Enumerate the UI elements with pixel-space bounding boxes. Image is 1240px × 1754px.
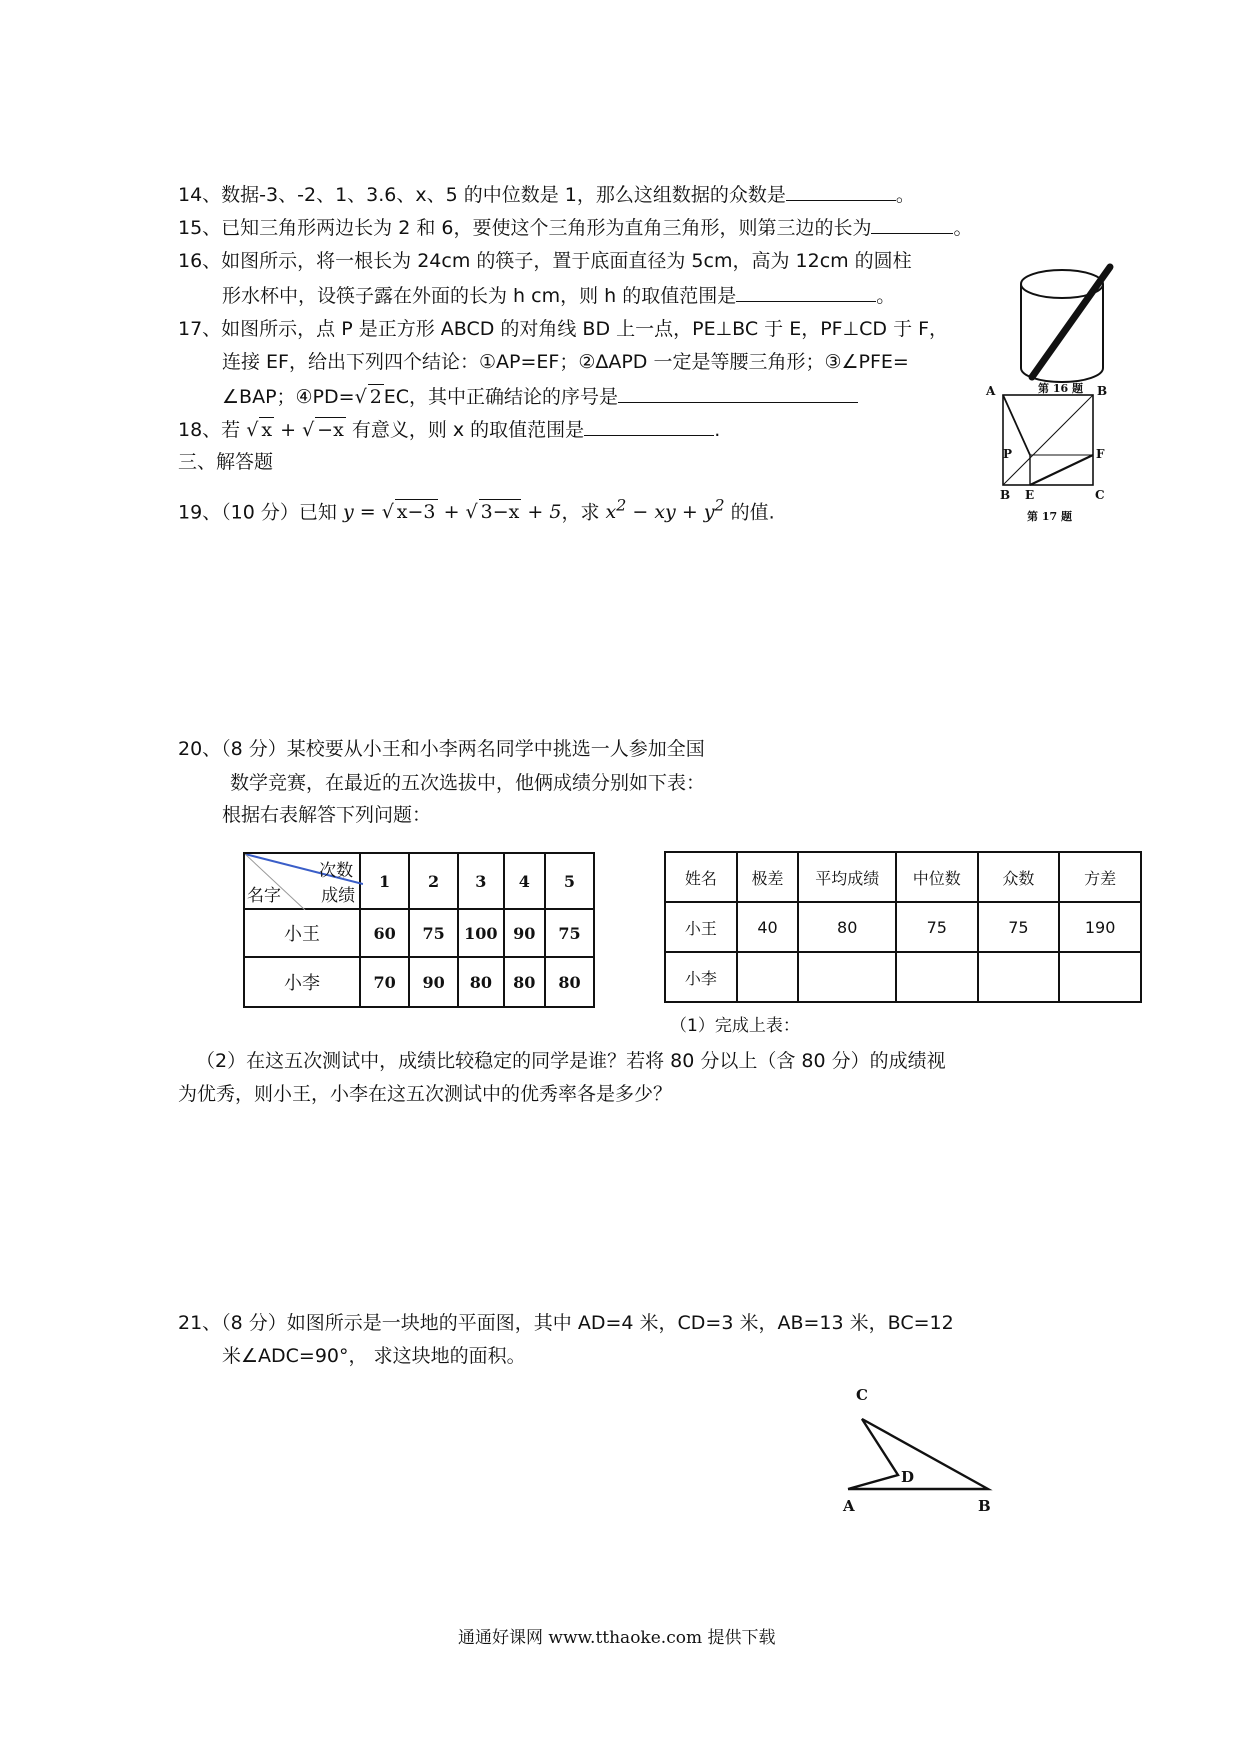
statistics-table [664, 851, 1142, 1003]
fig17-label-e: E [1025, 488, 1035, 502]
col-header: 极差 [737, 852, 799, 902]
score-cell: 75 [545, 909, 594, 957]
col-header: 3 [458, 853, 504, 909]
question-17-line2: 连接 EF，给出下列四个结论：①AP=EF；②ΔAPD 一定是等腰三角形；③∠PFE= [222, 351, 909, 373]
score-cell: 80 [545, 957, 594, 1007]
col-header: 4 [504, 853, 545, 909]
row-name: 小李 [244, 957, 360, 1007]
question-20-line2: 数学竞赛，在最近的五次选拔中，他俩成绩分别如下表： [230, 772, 706, 794]
footer-source: 通通好课网 www.tthaoke.com 提供下载 [458, 1628, 776, 1648]
fig17-label-b: B [1097, 384, 1108, 398]
figure-17-square [1000, 392, 1100, 492]
question-18 [178, 417, 720, 442]
score-cell: 100 [458, 909, 504, 957]
section-3-heading: 三、解答题 [178, 451, 274, 473]
figure-16-caption: 第 16 题 [1038, 382, 1083, 395]
q19-middle: ，求 [561, 501, 600, 524]
stat-cell-empty[interactable] [737, 952, 799, 1002]
q16-end: 。 [876, 285, 896, 307]
score-cell: 70 [360, 957, 409, 1007]
stat-cell: 40 [737, 902, 799, 952]
question-21-line2: 米∠ADC=90°， 求这块地的面积。 [222, 1345, 526, 1367]
col-header: 姓名 [665, 852, 737, 902]
q14-end: 。 [895, 184, 915, 206]
col-header: 中位数 [896, 852, 978, 902]
col-header: 1 [360, 853, 409, 909]
score-cell: 75 [409, 909, 458, 957]
fig21-label-b: B [978, 1497, 991, 1515]
col-header: 5 [545, 853, 594, 909]
question-17-line3 [222, 384, 858, 409]
question-14 [178, 182, 915, 207]
fig21-label-c: C [856, 1386, 868, 1404]
stat-cell: 75 [896, 902, 978, 952]
question-21-line1: 21、（8 分）如图所示是一块地的平面图，其中 AD=4 米，CD=3 米，AB=13 米，BC=12 [178, 1312, 954, 1334]
figure-17-caption: 第 17 题 [1027, 510, 1072, 523]
q15-text: 15、已知三角形两边长为 2 和 6，要使这个三角形为直角三角形，则第三边的长为 [178, 217, 872, 239]
header-name: 名字 [247, 886, 281, 906]
q19-prefix: 19、（10 分）已知 [178, 501, 337, 524]
header-attempts: 次数 [319, 861, 354, 881]
score-cell: 60 [360, 909, 409, 957]
figure-16-cylinder [1010, 262, 1125, 387]
table1-corner-header [244, 853, 360, 909]
score-cell: 80 [504, 957, 545, 1007]
fig17-label-c: C [1095, 488, 1105, 502]
q14-text: 14、数据-3、-2、1、3.6、x、5 的中位数是 1，那么这组数据的众数是 [178, 184, 786, 206]
row-name: 小王 [244, 909, 360, 957]
table-row [244, 909, 594, 957]
q18-middle: 有意义，则 x 的取值范围是 [351, 419, 585, 441]
question-15 [178, 215, 973, 240]
q17-line3a: ∠BAP；④PD= [222, 386, 355, 408]
stat-cell-empty[interactable] [978, 952, 1060, 1002]
question-19 [178, 494, 775, 524]
stat-cell-empty[interactable] [1059, 952, 1141, 1002]
q15-answer-blank[interactable] [871, 215, 953, 234]
score-cell: 80 [458, 957, 504, 1007]
fig17-label-p: P [1003, 447, 1013, 461]
q19-given-expression: y = √ x−3 + √ 3−x + 5 [342, 501, 562, 524]
q17-answer-blank[interactable] [618, 384, 858, 403]
question-16-line1: 16、如图所示，将一根长为 24cm 的筷子，置于底面直径为 5cm，高为 12cm 的圆柱 [178, 250, 912, 272]
stat-cell: 190 [1059, 902, 1141, 952]
row-name: 小李 [665, 952, 737, 1002]
row-name: 小王 [665, 902, 737, 952]
col-header: 众数 [978, 852, 1060, 902]
q15-end: 。 [953, 217, 973, 239]
col-header: 2 [409, 853, 458, 909]
q14-answer-blank[interactable] [786, 182, 896, 201]
question-20-part2-line2: 为优秀，则小王，小李在这五次测试中的优秀率各是多少？ [178, 1083, 673, 1105]
header-score: 成绩 [321, 886, 356, 906]
scores-table [243, 852, 595, 1008]
table-row [244, 957, 594, 1007]
q16-line2-text: 形水杯中，设筷子露在外面的长为 h cm，则 h 的取值范围是 [222, 285, 737, 307]
col-header: 平均成绩 [798, 852, 896, 902]
fig21-label-d: D [901, 1468, 915, 1486]
sqrt2-expression: √ 2 [354, 386, 382, 408]
fig17-label-b-bottom: B [1000, 488, 1011, 502]
question-20-part1: （1）完成上表： [670, 1016, 800, 1036]
question-17-line1: 17、如图所示，点 P 是正方形 ABCD 的对角线 BD 上一点，PE⊥BC 于 E，PF⊥CD 于 F， [178, 318, 949, 340]
question-20-part2-line1: （2）在这五次测试中，成绩比较稳定的同学是谁？若将 80 分以上（含 80 分）的成绩视 [196, 1050, 946, 1072]
q19-target-expression: $x^2$ − xy + $y^2$ [605, 496, 725, 524]
figure-21-plot [840, 1400, 1000, 1510]
fig17-label-f: F [1096, 447, 1105, 461]
q18-answer-blank[interactable] [584, 417, 714, 436]
question-20-line3: 根据右表解答下列问题： [222, 804, 432, 826]
col-header: 方差 [1059, 852, 1141, 902]
stat-cell: 75 [978, 902, 1060, 952]
q18-expression: √ x + √ −x [246, 419, 344, 441]
question-20-line1: 20、（8 分）某校要从小王和小李两名同学中挑选一人参加全国 [178, 738, 705, 760]
q18-prefix: 18、若 [178, 419, 241, 441]
score-cell: 90 [504, 909, 545, 957]
fig17-label-a: A [986, 384, 996, 398]
stat-cell: 80 [798, 902, 896, 952]
table-row [665, 952, 1141, 1002]
table-row [665, 902, 1141, 952]
q16-answer-blank[interactable] [736, 283, 876, 302]
q19-end: 的值. [730, 501, 775, 524]
question-16-line2 [222, 283, 895, 308]
q18-end: . [714, 419, 721, 441]
stat-cell-empty[interactable] [896, 952, 978, 1002]
stat-cell-empty[interactable] [798, 952, 896, 1002]
score-cell: 90 [409, 957, 458, 1007]
fig21-label-a: A [843, 1497, 855, 1515]
q17-line3b: EC，其中正确结论的序号是 [383, 386, 619, 408]
